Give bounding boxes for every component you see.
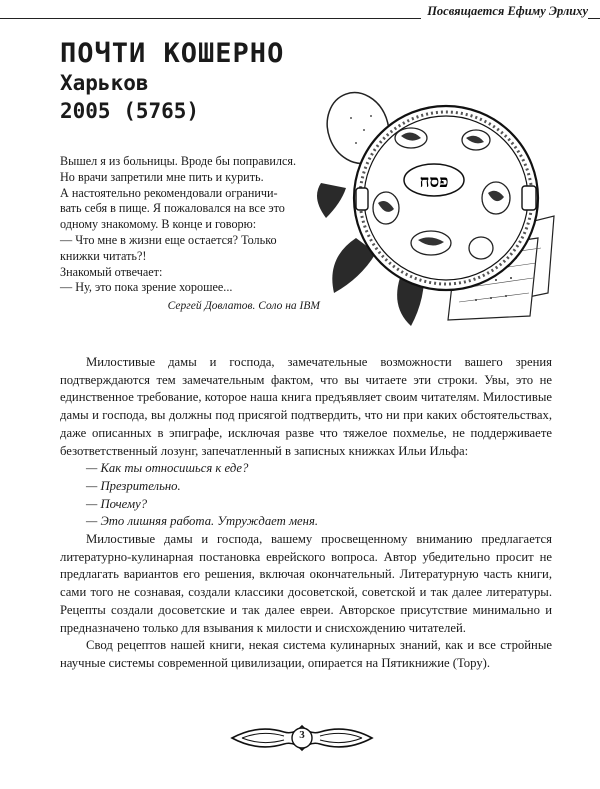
epigraph-line: Знакомый отвечает:: [60, 264, 163, 279]
plate-hebrew-text: פסח: [419, 172, 449, 192]
paragraph: Милостивые дамы и господа, замечательные возможности вашего зрения подтверждаются тем замечательным фактом, что вы читаете эти строки. Увы, это не единственное требование, которое наша книга предъявляет своим читателям. Милостивые дамы и господа, вы должны под присягой подтвердить, что ни при каких обстоятельствах, даже описанных в эпиграфе, исключая разве что тяжелое похмелье, не поддерживаете безответственный лозунг, запечатленный в записных книжках Ильи Ильфа:: [60, 355, 552, 458]
body-text: [60, 354, 552, 673]
epigraph-line: вать себя в пище. Я пожаловался на все это: [60, 201, 285, 216]
epigraph-line: Вышел я из больницы. Вроде бы поправился.: [60, 154, 297, 168]
epigraph-line: Но врачи запретили мне пить и курить.: [60, 169, 264, 184]
paragraph: Милостивые дамы и господа, вашему просвещенному вниманию предлагается литературно-кулинарная постановка еврейского вопроса. Автор убедительно просит не предлагать вариантов его решения, включая окончательный. Литературную часть книги, сами того не сознавая, создали классики досоветской, советской и так далее литературы. Рецепты создали досоветские и так далее евреи. Авторское присутствие минимально и предназначено только для взывания к милости и снисхождению читателей.: [60, 532, 552, 635]
chapter-year: 2005 (5765): [60, 99, 200, 123]
dialogue-line: — Презрительно.: [86, 478, 181, 493]
epigraph-source: Сергей Довлатов. Соло на IBM: [167, 300, 320, 313]
epigraph-line: А настоятельно рекомендовали ограничи-: [60, 185, 278, 200]
header-rule: [0, 0, 600, 22]
chapter-title: ПОЧТИ КОШЕРНО: [60, 38, 285, 69]
chapter-city: Харьков: [60, 71, 149, 95]
epigraph-line: — Что мне в жизни еще остается? Только: [60, 232, 277, 247]
dialogue-line: — Как ты относишься к еде?: [86, 461, 249, 476]
epigraph-line: книжки читать?!: [60, 248, 147, 263]
epigraph-line: — Ну, это пока зрение хорошее...: [60, 280, 233, 295]
running-header-dedication: Посвящается Ефиму Эрлиху: [421, 4, 588, 19]
paragraph: Свод рецептов нашей книги, некая система кулинарных знаний, как и все стройные научные системы современной цивилизации, опирается на Пятикнижие (Тору).: [60, 638, 552, 670]
epigraph: [60, 154, 320, 315]
page-number: 3: [299, 729, 305, 741]
dialogue-line: — Почему?: [86, 496, 148, 511]
chapter-title-block: [60, 38, 284, 125]
dialogue-line: — Это лишняя работа. Утруждает меня.: [86, 514, 319, 529]
seder-plate-icon: [316, 88, 556, 328]
epigraph-line: одному знакомому. В конце и говорю:: [60, 217, 257, 232]
